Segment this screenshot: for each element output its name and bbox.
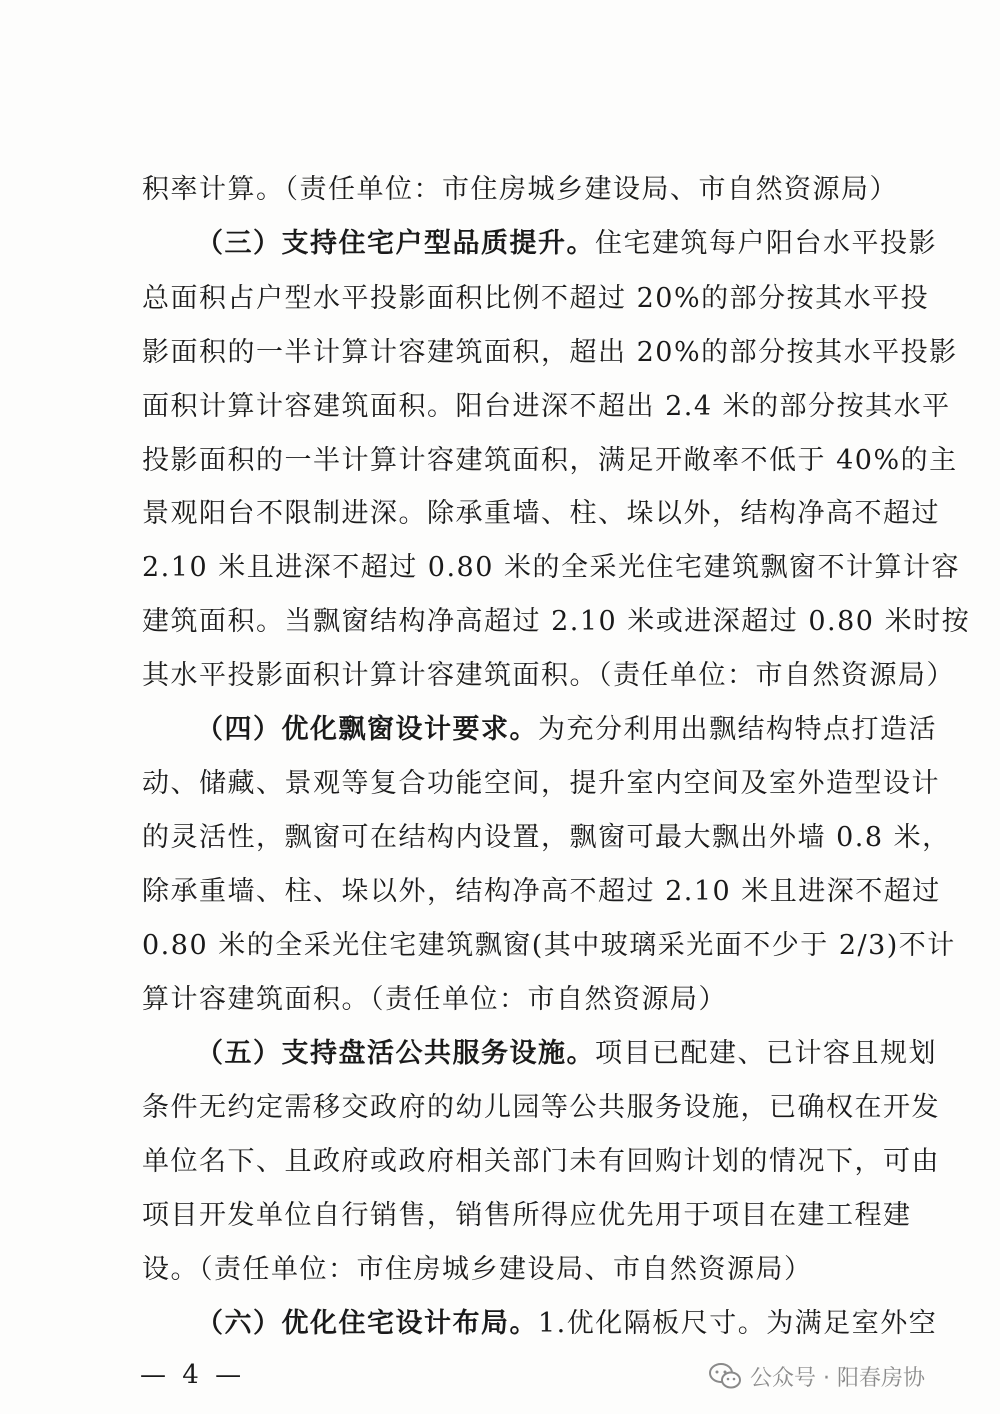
line-text: 2.10 米且进深不超过 0.80 米的全采光住宅建筑飘窗不计算计容 xyxy=(142,552,960,583)
paragraph-line xyxy=(142,441,958,481)
page-number: — 4 — xyxy=(140,1360,246,1390)
paragraph-line xyxy=(142,764,940,804)
watermark xyxy=(708,1358,925,1394)
paragraph-line xyxy=(142,279,930,319)
line-text: 积率计算。（责任单位：市住房城乡建设局、市自然资源局） xyxy=(142,174,898,205)
line-text: 总面积占户型水平投影面积比例不超过 20%的部分按其水平投 xyxy=(142,283,930,314)
wechat-icon xyxy=(708,1362,742,1390)
paragraph-line xyxy=(196,224,937,264)
line-text: 其水平投影面积计算计容建筑面积。（责任单位：市自然资源局） xyxy=(142,660,955,691)
paragraph-line xyxy=(142,494,940,534)
paragraph-line xyxy=(196,1304,938,1344)
paragraph-line xyxy=(142,1088,940,1128)
line-text: 算计容建筑面积。（责任单位：市自然资源局） xyxy=(142,984,727,1015)
line-text: 1.优化隔板尺寸。为满足室外空 xyxy=(538,1308,938,1339)
line-text: 0.80 米的全采光住宅建筑飘窗(其中玻璃采光面不少于 2/3)不计 xyxy=(142,930,956,961)
paragraph-line xyxy=(142,818,951,858)
paragraph-line xyxy=(196,710,937,750)
line-text: 建筑面积。当飘窗结构净高超过 2.10 米或进深超过 0.80 米时按 xyxy=(142,606,971,637)
line-text: 景观阳台不限制进深。除承重墙、柱、垛以外，结构净高不超过 xyxy=(142,498,940,529)
line-text: 为充分利用出飘结构特点打造活 xyxy=(538,714,937,745)
line-text: 设。（责任单位：市住房城乡建设局、市自然资源局） xyxy=(142,1254,813,1285)
line-text: 投影面积的一半计算计容建筑面积，满足开敞率不低于 40%的主 xyxy=(142,445,958,476)
paragraph-line xyxy=(142,872,941,912)
line-text: 项目开发单位自行销售，销售所得应优先用于项目在建工程建 xyxy=(142,1200,912,1231)
line-text: 住宅建筑每户阳台水平投影 xyxy=(595,228,937,259)
line-text: 条件无约定需移交政府的幼儿园等公共服务设施，已确权在开发 xyxy=(142,1092,940,1123)
paragraph-line xyxy=(142,1142,940,1182)
section-heading: （三）支持住宅户型品质提升。 xyxy=(196,228,595,259)
paragraph-line xyxy=(142,1250,882,1290)
paragraph-line xyxy=(142,602,971,642)
watermark-text: 公众号 · 阳春房协 xyxy=(750,1365,925,1391)
line-text: 面积计算计容建筑面积。阳台进深不超出 2.4 米的部分按其水平 xyxy=(142,391,951,422)
section-heading: （五）支持盘活公共服务设施。 xyxy=(196,1038,595,1069)
paragraph-line xyxy=(142,170,898,210)
line-text: 项目已配建、已计容且规划 xyxy=(595,1038,937,1069)
line-text: 除承重墙、柱、垛以外，结构净高不超过 2.10 米且进深不超过 xyxy=(142,876,941,907)
section-heading: （六）优化住宅设计布局。 xyxy=(196,1308,538,1339)
paragraph-line xyxy=(142,333,958,373)
line-text: 的灵活性，飘窗可在结构内设置，飘窗可最大飘出外墙 0.8 米， xyxy=(142,822,951,853)
paragraph-line xyxy=(196,1034,937,1074)
line-text: 影面积的一半计算计容建筑面积，超出 20%的部分按其水平投影 xyxy=(142,337,958,368)
paragraph-line xyxy=(142,1196,912,1236)
paragraph-line xyxy=(142,656,955,696)
paragraph-line xyxy=(142,926,956,966)
line-text: 单位名下、且政府或政府相关部门未有回购计划的情况下，可由 xyxy=(142,1146,940,1177)
section-heading: （四）优化飘窗设计要求。 xyxy=(196,714,538,745)
paragraph-line xyxy=(142,548,960,588)
paragraph-line xyxy=(142,387,951,427)
line-text: 动、储藏、景观等复合功能空间，提升室内空间及室外造型设计 xyxy=(142,768,940,799)
paragraph-line xyxy=(142,980,882,1020)
